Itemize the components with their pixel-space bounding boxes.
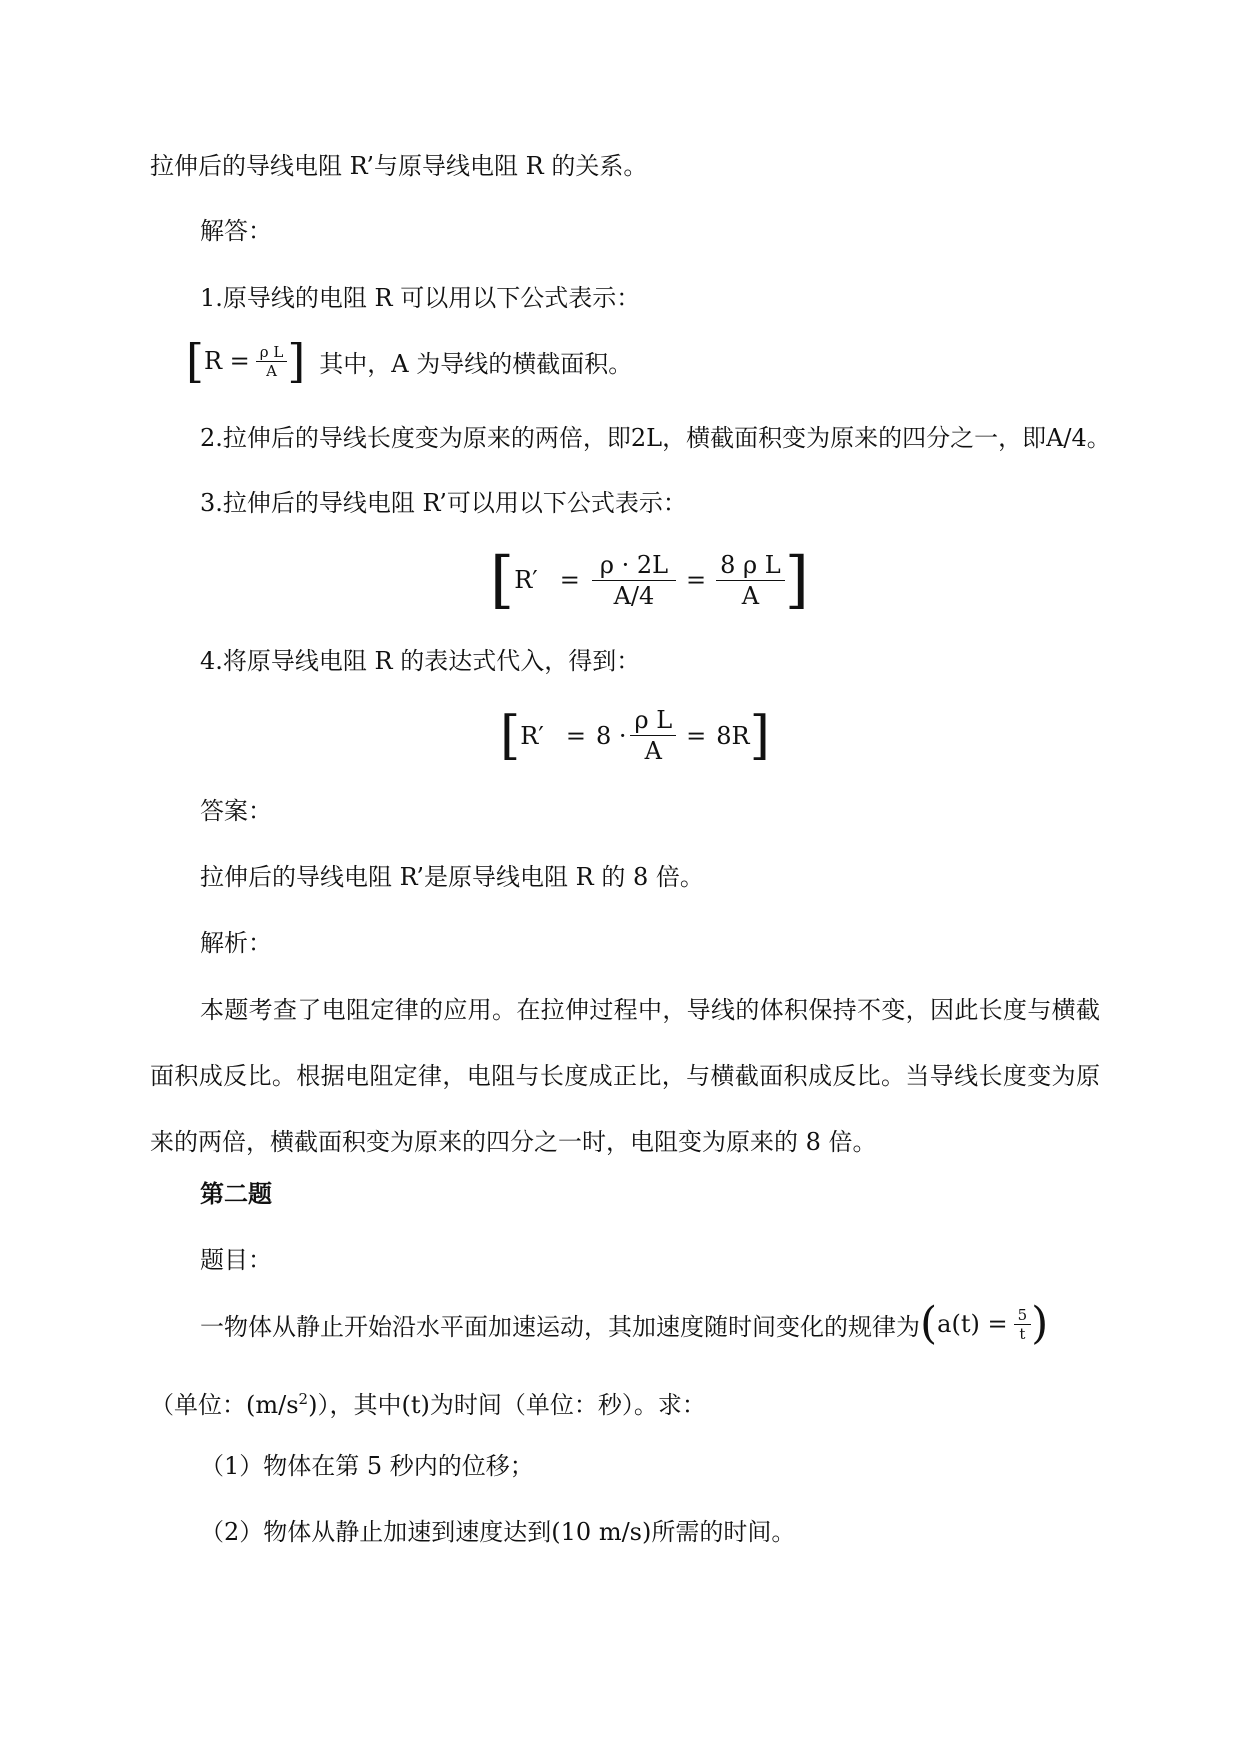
question-part-2-tail: 所需的时间。 [651, 1518, 796, 1546]
step-1: 1.原导线的电阻 R 可以用以下公式表示： [200, 284, 641, 312]
formula-r-prime [490, 545, 809, 615]
bracket-close: ] [784, 543, 809, 616]
fraction-numerator: ρ L [256, 343, 288, 362]
time-description: 为时间（单位：秒）。求： [429, 1391, 706, 1419]
question-line [200, 1300, 1048, 1348]
equals-sign: = [686, 566, 707, 594]
coefficient: 8 · [595, 721, 627, 750]
label-answer: 答案： [200, 797, 272, 825]
question-part-2 [200, 1516, 795, 1548]
bracket-close: ] [749, 705, 770, 766]
fraction [256, 343, 288, 380]
section-heading: 第二题 [200, 1179, 272, 1208]
fraction-denominator: A/4 [613, 581, 655, 610]
formula-r-prime-result [500, 705, 770, 766]
fraction-denominator: A [741, 581, 760, 610]
bracket-close: ] [287, 334, 306, 388]
fraction-numerator: ρ L [630, 705, 676, 736]
formula-explanation: 其中，A 为导线的横截面积。 [319, 349, 633, 378]
unit-tail: ），其中 [317, 1391, 402, 1419]
formula-lhs: R′ [514, 566, 538, 594]
label-question: 题目： [200, 1246, 272, 1274]
analysis-paragraph: 本题考查了电阻定律的应用。在拉伸过程中，导线的体积保持不变，因此长度与横截面积成反比。根据电阻定律，电阻与长度成正比，与横截面积成反比。当导线长度变为原来的两倍，横截面积变为原来的四分之一时，电阻变为原来的 8 倍。 [150, 996, 1100, 1156]
paren-close: ) [1031, 1298, 1049, 1349]
fraction [630, 705, 676, 766]
equals-sign: = [565, 721, 586, 750]
fraction-denominator: A [644, 737, 662, 765]
formula-lhs: a(t) = [937, 1310, 1008, 1338]
equals-sign: = [686, 721, 707, 750]
label-analysis: 解析： [200, 929, 272, 957]
unit-label: （单位： [150, 1391, 246, 1419]
formula-r-definition [186, 336, 632, 386]
label-answer-heading: 解答： [200, 217, 272, 245]
step-4: 4.将原导线电阻 R 的表达式代入，得到： [200, 647, 641, 675]
bracket-open: [ [490, 543, 515, 616]
question-part-2-text: （2）物体从静止加速到速度达到 [200, 1518, 552, 1546]
paren-open: ( [920, 1298, 938, 1349]
step-3: 3.拉伸后的导线电阻 R’可以用以下公式表示： [200, 489, 687, 517]
answer-text: 拉伸后的导线电阻 R’是原导线电阻 R 的 8 倍。 [200, 863, 704, 891]
bracket-open: [ [186, 334, 204, 388]
text-line: 拉伸后的导线电阻 R’与原导线电阻 R 的关系。 [150, 152, 648, 180]
fraction [716, 550, 785, 611]
formula-lhs: R′ [520, 721, 544, 750]
time-variable: (t) [401, 1391, 430, 1419]
unit-exponent: 2 [298, 1390, 309, 1408]
unit-value: m/s [255, 1391, 299, 1419]
fraction-numerator: 5 [1014, 1306, 1032, 1325]
paren-close: ) [308, 1391, 318, 1419]
step-2: 2.拉伸后的导线长度变为原来的两倍，即2L，横截面积变为原来的四分之一，即A/4。 [200, 424, 1111, 452]
bracket-open: [ [500, 705, 521, 766]
formula-result: 8R [716, 721, 750, 750]
question-text: 一物体从静止开始沿水平面加速运动，其加速度随时间变化的规律为 [200, 1312, 920, 1341]
fraction-denominator: t [1019, 1324, 1026, 1343]
unit-line [150, 1383, 706, 1421]
formula-lhs: R = [203, 347, 250, 375]
fraction-numerator: 8 ρ L [716, 550, 785, 581]
fraction [592, 550, 676, 611]
fraction [1014, 1306, 1032, 1343]
fraction-numerator: ρ · 2L [592, 550, 676, 581]
fraction-denominator: A [266, 361, 277, 380]
target-speed: (10 m/s) [551, 1518, 652, 1546]
paren-open: ( [246, 1391, 256, 1419]
equals-sign: = [559, 566, 580, 594]
question-part-1: （1）物体在第 5 秒内的位移； [200, 1452, 534, 1480]
